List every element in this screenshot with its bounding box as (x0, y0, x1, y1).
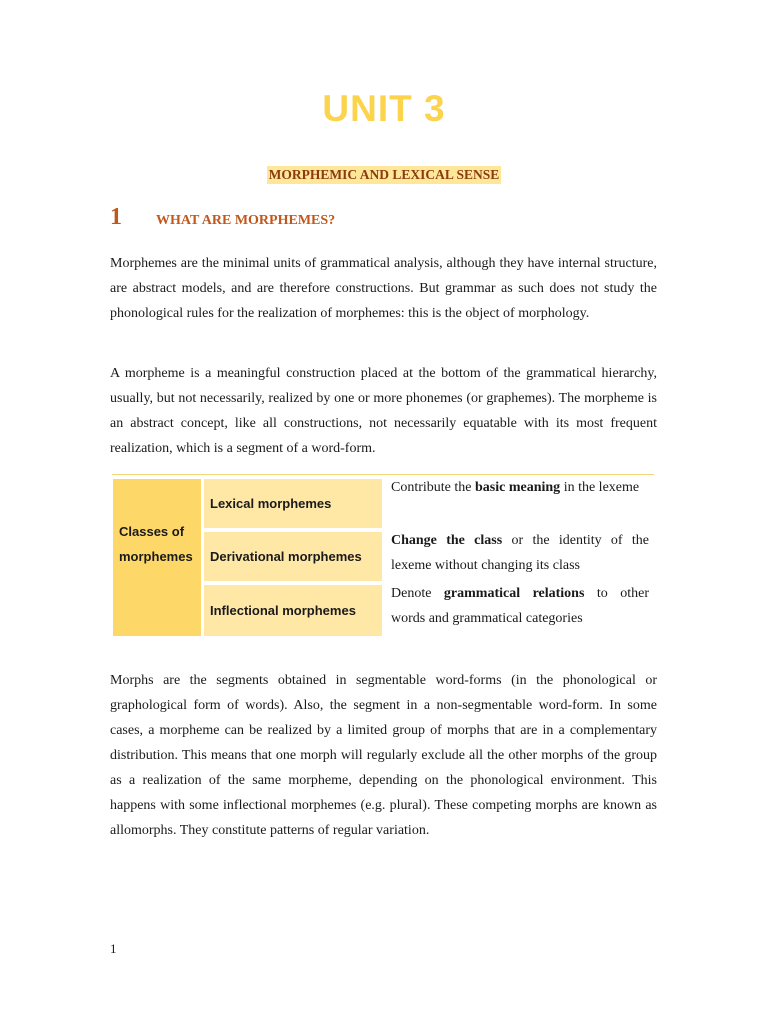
classes-of-morphemes-cell: Classes of morphemes (113, 479, 201, 636)
section-heading (110, 204, 335, 231)
lexical-morphemes-description (391, 475, 649, 500)
derivational-morphemes-description (391, 528, 649, 578)
desc-text: Denote (391, 586, 444, 601)
lexical-morphemes-cell: Lexical morphemes (204, 479, 382, 528)
paragraph-morphemes-definition: Morphemes are the minimal units of grammatical analysis, although they have internal structure, are abstract models, and are therefore constructions. But grammar as such does not study the phonological rules for the realization of morphemes: this is the object of morphology. (110, 256, 657, 321)
desc-emphasis: grammatical relations (443, 586, 585, 601)
desc-emphasis: Change the class (391, 533, 503, 548)
unit-title: UNIT 3 (322, 88, 446, 129)
desc-text: in the lexeme (560, 480, 640, 495)
paragraph-morphs-allomorphs: Morphs are the segments obtained in segmentable word-forms (in the phonological or graphological form of words). Also, the segment in a non-segmentable word-form. In some cases, a morpheme can be realized by a limited group of morphs that are in a complementary distribution. This means that one morph will regularly exclude all the other morphs of the group as a realization of the same morpheme, depending on the phonological environment. This happens with some inflectional morphemes (e.g. plural). These competing morphs are known as allomorphs. They constitute patterns of regular variation. (110, 673, 657, 838)
subtitle-wrap (0, 166, 768, 184)
desc-text: or the identity of the lexeme without changing its class (391, 533, 649, 573)
derivational-morphemes-cell: Derivational morphemes (204, 532, 382, 581)
inflectional-morphemes-cell: Inflectional morphemes (204, 585, 382, 636)
section-number: 1 (110, 204, 122, 230)
paragraph-morpheme-construction: A morpheme is a meaningful construction placed at the bottom of the grammatical hierarchy, usually, but not necessarily, realized by one or more phonemes (or graphemes). The morpheme is an abstract concept, like all constructions, not necessarily equatable with its most frequent realization, which is a segment of a word-form. (110, 366, 657, 456)
inflectional-morphemes-description (391, 581, 649, 631)
desc-emphasis: basic meaning (475, 480, 561, 495)
desc-text: to other words and grammatical categories (391, 586, 650, 626)
document-subtitle: MORPHEMIC AND LEXICAL SENSE (268, 167, 500, 182)
section-title: WHAT ARE MORPHEMES? (156, 213, 336, 228)
morpheme-classes-table (112, 474, 654, 637)
desc-text: Contribute the (391, 480, 475, 495)
page-number: 1 (110, 941, 117, 956)
